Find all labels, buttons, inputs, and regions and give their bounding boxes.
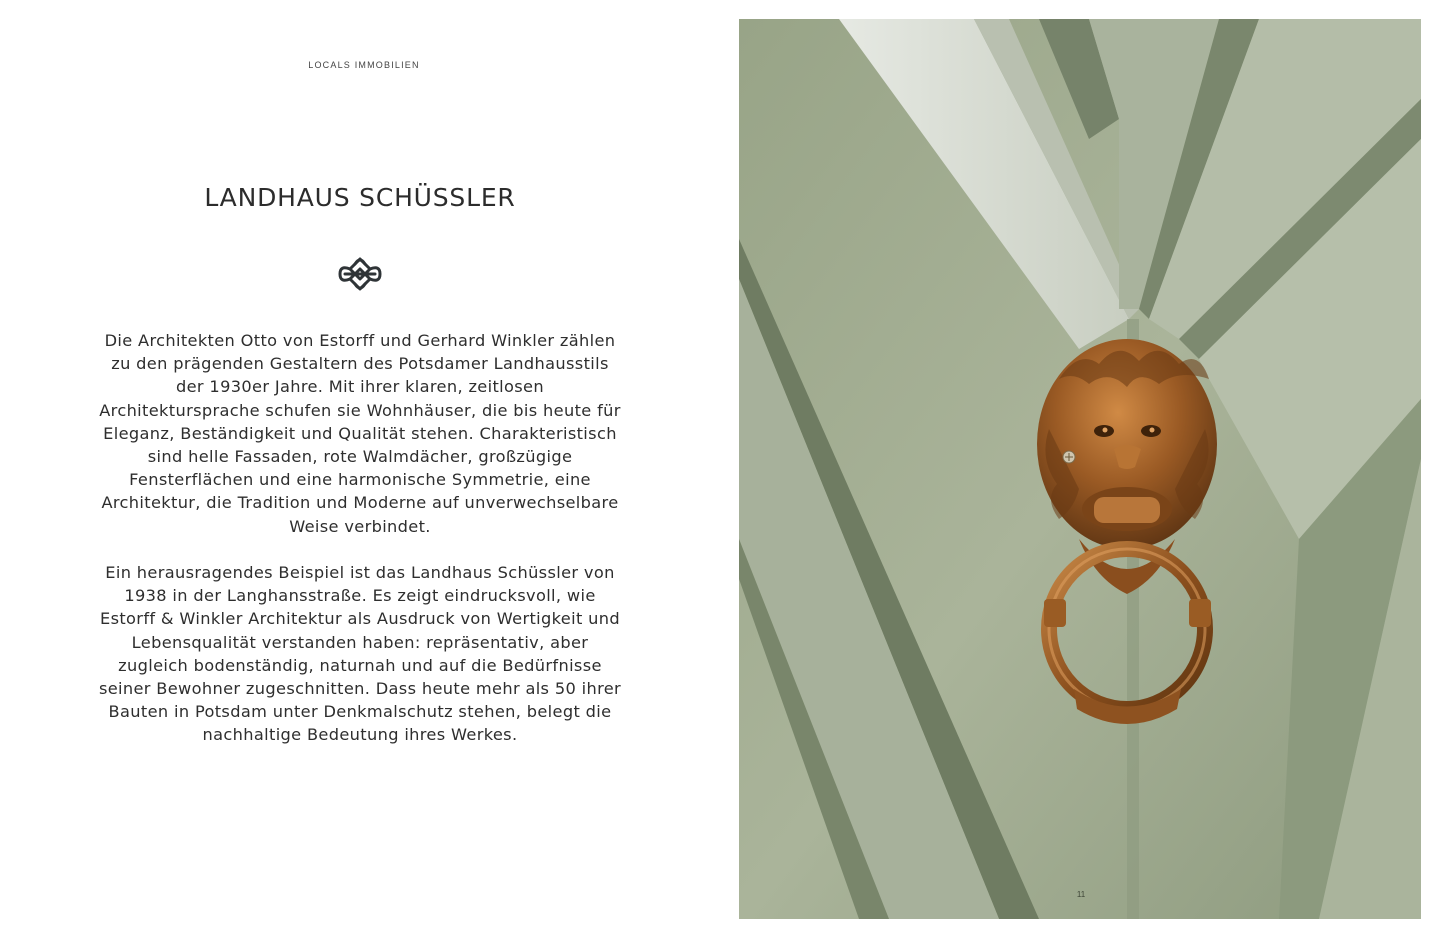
brand-label: LOCALS IMMOBILIEN [308,60,420,70]
door-knocker-illustration [739,19,1421,919]
door-knocker-photo [739,19,1421,919]
paragraph-2: Ein herausragendes Beispiel ist das Landhaus Schüssler von 1938 in der Langhansstraße. Es zeigt eindrucksvoll, wie Estorff & Winkler Architektur als Ausdruck von Wertigkeit und Lebensqualität verstanden haben: repräsentativ, aber zugleich bodenständig, naturnah und auf die Bedürfnisse seiner Bewohner zugeschnitten. Dass heute mehr als 50 ihrer Bauten in Potsdam unter Denkmalschutz stehen, belegt die nachhaltige Bedeutung ihres Werkes. [98,563,622,745]
article-body [95,329,625,770]
page-number: 11 [1076,890,1086,899]
page-title: LANDHAUS SCHÜSSLER [204,183,516,212]
endless-knot-icon [336,255,384,293]
paragraph-1: Die Architekten Otto von Estorff und Gerhard Winkler zählen zu den prägenden Gestaltern des Potsdamer Landhausstils der 1930er Jahre. Mit ihrer klaren, zeitlosen Architektursprache schufen sie Wohnhäuser, die bis heute für Eleganz, Beständigkeit und Qualität stehen. Charakteristisch sind helle Fassaden, rote Walmdächer, großzügige Fensterflächen und eine harmonische Symmetrie, eine Architektur, die Tradition und Moderne auf unverwechselbare Weise verbindet. [99,331,621,536]
